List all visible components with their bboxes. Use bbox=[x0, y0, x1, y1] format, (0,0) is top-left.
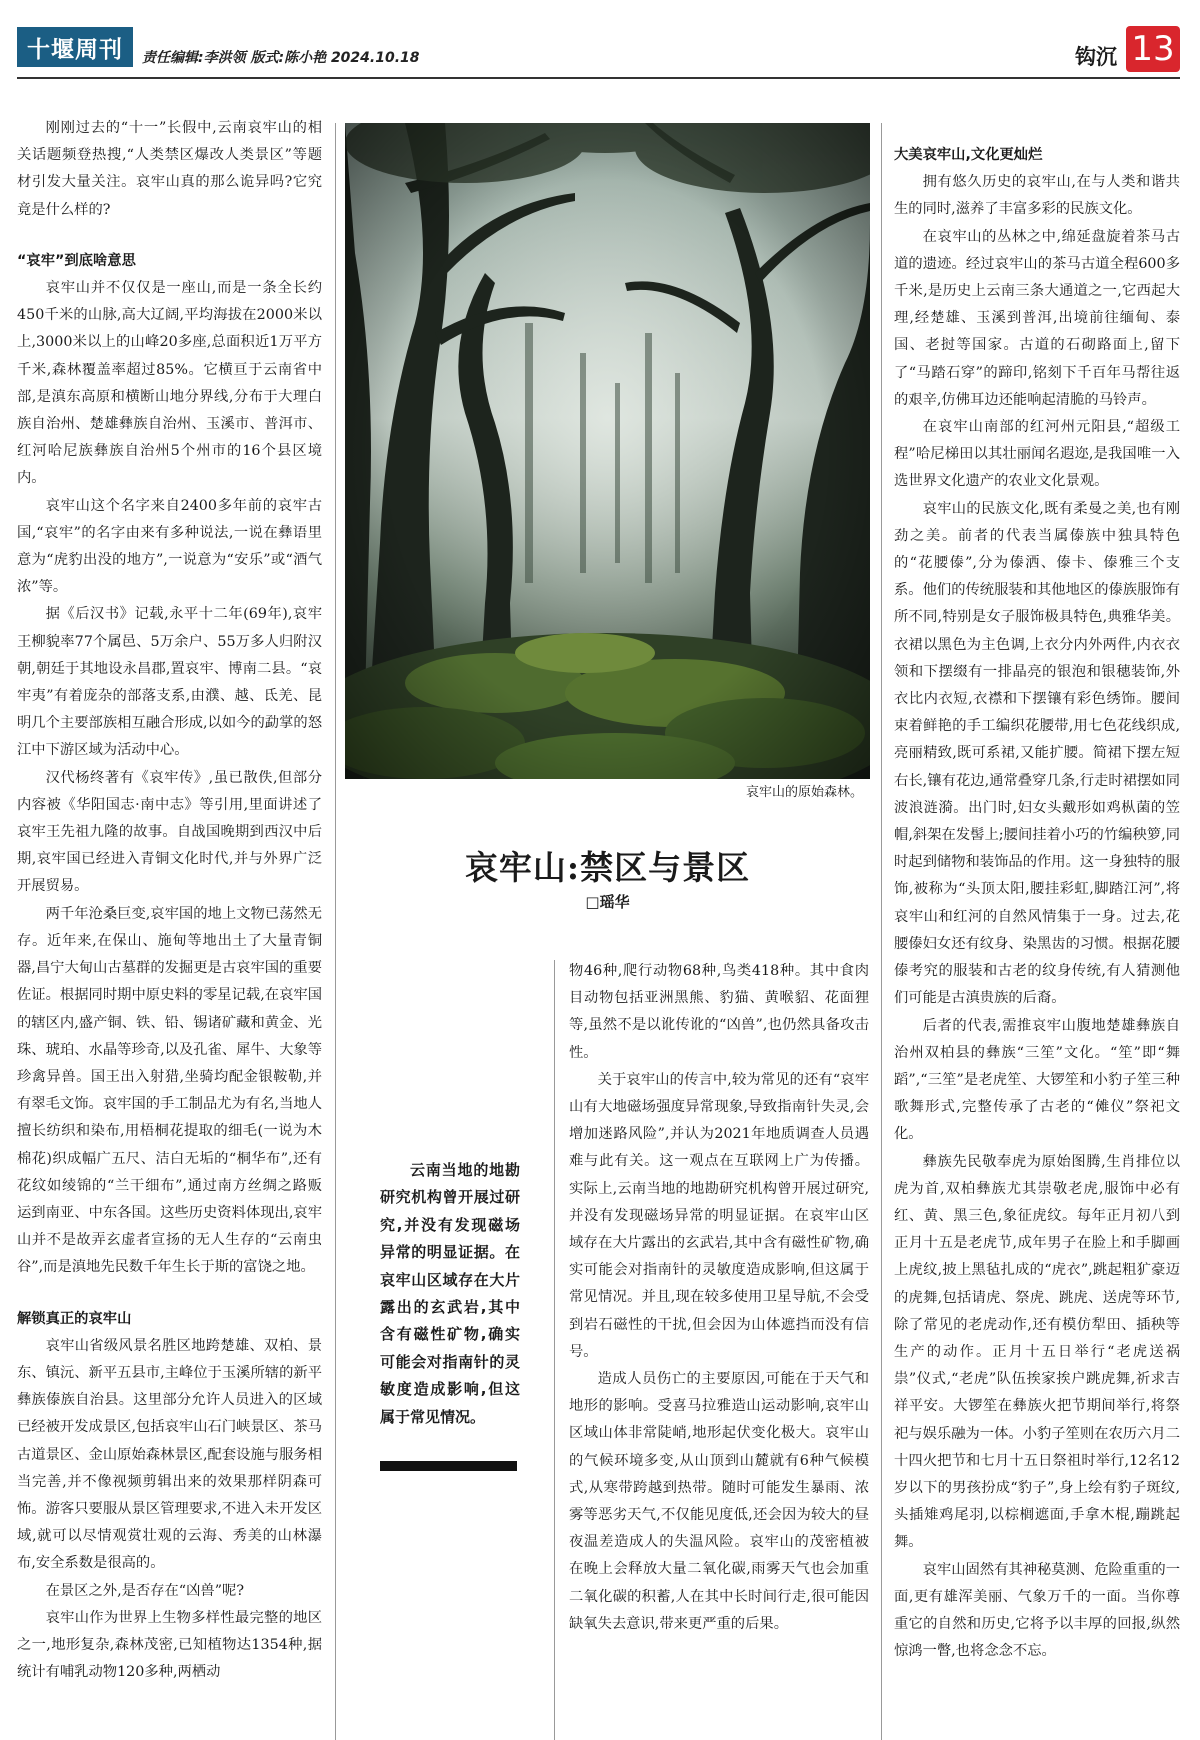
page-number: 13 bbox=[1126, 26, 1180, 72]
paragraph-gap bbox=[17, 224, 322, 248]
photo-caption: 哀牢山的原始森林。 bbox=[745, 785, 863, 800]
paragraph: 两千年沧桑巨变,哀牢国的地上文物已荡然无存。近年来,在保山、施甸等地出土了大量青铜器,昌宁大甸山古墓群的发掘更是古哀牢国的重要佐证。根据同时期中原史料的零星记载,在哀牢国的辖区内,盛产铜、铁、铅、锡诸矿藏和黄金、光珠、琥珀、水晶等珍奇,以及孔雀、犀牛、大象等珍禽异兽。国王出入射猎,坐骑均配金银鞍勒,并有翠毛文饰。哀牢国的手工制品尤为有名,当地人擅长纺织和染布,用梧桐花提取的细毛(一说为木棉花)织成幅广五尺、洁白无垢的“桐华布”,还有花纹如绫锦的“兰干细布”,通过南方丝绸之路贩运到南亚、中东各国。这些历史资料体现出,哀牢山并不是故弄玄虚者宣扬的无人生存的“云南虫谷”,而是滇地先民数千年生长于斯的富饶之地。 bbox=[17, 905, 322, 1276]
page-header bbox=[0, 0, 1200, 80]
article-title: 哀牢山:禁区与景区 bbox=[464, 848, 751, 887]
masthead: 十堰周刊 bbox=[17, 27, 133, 67]
forest-image bbox=[345, 123, 870, 779]
paragraph: 哀牢山固然有其神秘莫测、危险重重的一面,更有雄浑美丽、气象万千的一面。当你尊重它的自然和历史,它将予以丰厚的回报,纵然惊鸿一瞥,也将念念不忘。 bbox=[894, 1561, 1180, 1660]
forest-photo bbox=[345, 123, 870, 779]
column-divider bbox=[335, 123, 336, 1740]
pull-quote-text: 云南当地的地勘研究机构曾开展过研究,并没有发现磁场异常的明显证据。在哀牢山区域存在大片露出的玄武岩,其中含有磁性矿物,确实可能会对指南针的灵敏度造成影响,但这属于常见情况。 bbox=[380, 1161, 520, 1426]
paragraph: 造成人员伤亡的主要原因,可能在于天气和地形的影响。受喜马拉雅造山运动影响,哀牢山区域山体非常陡峭,地形起伏变化极大。哀牢山的气候环境多变,从山顶到山麓就有6种气候模式,从寒带跨越到热带。随时可能发生暴雨、浓雾等恶劣天气,不仅能见度低,还会因为较大的昼夜温差造成人的失温风险。哀牢山的茂密植被在晚上会释放大量二氧化碳,雨雾天气也会加重二氧化碳的积蓄,人在其中长时间行走,很可能因缺氧失去意识,带来更严重的后果。 bbox=[569, 1371, 869, 1632]
column-middle bbox=[569, 958, 869, 1638]
section-heading: “哀牢”到底啥意思 bbox=[17, 252, 136, 269]
pull-quote-bar bbox=[380, 1461, 517, 1471]
column-right bbox=[894, 142, 1180, 1665]
paragraph: 在哀牢山的丛林之中,绵延盘旋着茶马古道的遗迹。经过哀牢山的茶马古道全程600多千米,是历史上云南三条大通道之一,它西起大理,经楚雄、玉溪到普洱,出境前往缅甸、泰国、老挝等国家。古道的石砌路面上,留下了“马踏石穿”的蹄印,铭刻下千百年马帮往返的艰辛,仿佛耳边还能响起清脆的马铃声。 bbox=[894, 228, 1180, 408]
paragraph: 在哀牢山南部的红河州元阳县,“超级工程”哈尼梯田以其壮丽闻名遐迩,是我国唯一入选世界文化遗产的农业文化景观。 bbox=[894, 419, 1180, 490]
paragraph: 哀牢山作为世界上生物多样性最完整的地区之一,地形复杂,森林茂密,已知植物达1354种,据统计有哺乳动物120多种,两栖动 bbox=[17, 1609, 322, 1681]
section-heading: 大美哀牢山,文化更灿烂 bbox=[894, 147, 1043, 163]
paragraph: 彝族先民敬奉虎为原始图腾,生肖排位以虎为首,双柏彝族尤其崇敬老虎,服饰中必有红、黄、黑三色,象征虎纹。每年正月初八到正月十五是老虎节,成年男子在脸上和手脚画上虎纹,披上黑毡扎成的“虎衣”,跳起粗犷豪迈的虎舞,包括请虎、祭虎、跳虎、送虎等环节,除了常见的老虎动作,还有模仿犁田、插秧等生产的动作。正月十五日举行“老虎送祸祟”仪式,“老虎”队伍挨家挨户跳虎舞,祈求吉祥平安。大锣笙在彝族火把节期间举行,将祭祀与娱乐融为一体。小豹子笙则在农历六月二十四火把节和七月十五日祭祖时举行,12名12岁以下的男孩扮成“豹子”,身上绘有豹子斑纹,头插雉鸡尾羽,以棕榈遮面,手拿木棍,蹦跳起舞。 bbox=[894, 1153, 1180, 1551]
header-rule bbox=[17, 77, 1180, 79]
paragraph: 据《后汉书》记载,永平十二年(69年),哀牢王柳貌率77个属邑、5万余户、55万多人归附汉朝,朝廷于其地设永昌郡,置哀牢、博南二县。“哀牢夷”有着庞杂的部落支系,由濮、越、氐羌、昆明几个主要部族相互融合形成,以如今的勐掌的怒江中下游区域为活动中心。 bbox=[17, 606, 322, 759]
paragraph: 哀牢山的民族文化,既有柔曼之美,也有刚劲之美。前者的代表当属傣族中独具特色的“花腰傣”,分为傣洒、傣卡、傣雅三个支系。他们的传统服装和其他地区的傣族服饰有所不同,特别是女子服饰极具特色,典雅华美。衣裙以黑色为主色调,上衣分内外两件,内衣衣领和下摆缀有一排晶亮的银泡和银穗装饰,外衣比内衣短,衣襟和下摆镶有彩色绣饰。腰间束着鲜艳的手工编织花腰带,用七色花线织成,亮丽精致,既可系裙,又能扩腰。简裙下摆左短右长,镶有花边,通常叠穿几条,行走时裙摆如同波浪涟漪。出门时,妇女头戴形如鸡枞菌的笠帽,斜架在发髻上;腰间挂着小巧的竹编秧箩,同时起到储物和装饰品的作用。这一身独特的服饰,被称为“头顶太阳,腰挂彩虹,脚踏江河”,将哀牢山和红河的自然风情集于一身。过去,花腰傣妇女还有纹身、染黑齿的习惯。根据花腰傣考究的服装和古老的纹身传统,有人猜测他们可能是古滇贵族的后裔。 bbox=[894, 500, 1180, 1007]
paragraph: 哀牢山这个名字来自2400多年前的哀牢古国,“哀牢”的名字由来有多种说法,一说在彝语里意为“虎豹出没的地方”,一说意为“安乐”或“酒气浓”等。 bbox=[17, 497, 322, 596]
pull-quote bbox=[380, 1157, 520, 1431]
paragraph: 物46种,爬行动物68种,鸟类418种。其中食肉目动物包括亚洲黑熊、豹猫、黄喉貂、花面狸等,虽然不是以讹传讹的“凶兽”,也仍然具备攻击性。 bbox=[569, 963, 869, 1061]
editor-credits: 责任编辑:李洪领 版式:陈小艳 2024.10.18 bbox=[142, 50, 420, 66]
paragraph-gap bbox=[17, 1282, 322, 1306]
section-heading: 解锁真正的哀牢山 bbox=[17, 1310, 132, 1327]
paragraph: 在景区之外,是否存在“凶兽”呢? bbox=[45, 1582, 244, 1599]
paragraph: 关于哀牢山的传言中,较为常见的还有“哀牢山有大地磁场强度异常现象,导致指南针失灵,会增加迷路风险”,并认为2021年地质调查人员遇难与此有关。这一观点在互联网上广为传播。实际上,云南当地的地勘研究机构曾开展过研究,并没有发现磁场异常的明显证据。在哀牢山区域存在大片露出的玄武岩,其中含有磁性矿物,确实可能会对指南针的灵敏度造成影响,但这属于常见情况。并且,现在较多使用卫星导航,不会受到岩石磁性的干扰,但会因为山体遮挡而没有信号。 bbox=[569, 1071, 869, 1360]
paragraph: 哀牢山并不仅仅是一座山,而是一条全长约450千米的山脉,高大辽阔,平均海拔在2000米以上,3000米以上的山峰20多座,总面积近1万平方千米,森林覆盖率超过85%。它横亘于云南省中部,是滇东高原和横断山地分界线,分布于大理白族自治州、楚雄彝族自治州、玉溪市、普洱市、红河哈尼族彝族自治州5个州市的16个县区境内。 bbox=[17, 280, 322, 487]
column-divider bbox=[881, 123, 882, 1740]
paragraph: 汉代杨终著有《哀牢传》,虽已散佚,但部分内容被《华阳国志·南中志》等引用,里面讲述了哀牢王先祖九隆的故事。自战国晚期到西汉中后期,哀牢国已经进入青铜文化时代,并与外界广泛开展贸易。 bbox=[17, 769, 322, 895]
article-byline: □瑶华 bbox=[585, 893, 630, 911]
paragraph: 后者的代表,需推哀牢山腹地楚雄彝族自治州双柏县的彝族“三笙”文化。“笙”即“舞蹈”,“三笙”是老虎笙、大锣笙和小豹子笙三种歌舞形式,完整传承了古老的“傩仪”祭祀文化。 bbox=[894, 1017, 1180, 1143]
paragraph: 刚刚过去的“十一”长假中,云南哀牢山的相关话题频登热搜,“人类禁区爆改人类景区”等题材引发大量关注。哀牢山真的那么诡异吗?它究竟是什么样的? bbox=[17, 120, 322, 218]
column-left bbox=[17, 115, 322, 1686]
paragraph: 拥有悠久历史的哀牢山,在与人类和谐共生的同时,滋养了丰富多彩的民族文化。 bbox=[894, 174, 1180, 218]
paragraph: 哀牢山省级风景名胜区地跨楚雄、双柏、景东、镇沅、新平五县市,主峰位于玉溪所辖的新平彝族傣族自治县。这里部分允许人员进入的区域已经被开发成景区,包括哀牢山石门峡景区、茶马古道景区、金山原始森林景区,配套设施与服务相当完善,并不像视频剪辑出来的效果那样阴森可怖。游客只要服从景区管理要求,不进入未开发区域,就可以尽情观赏壮观的云海、秀美的山林瀑布,安全系数是很高的。 bbox=[17, 1337, 322, 1572]
column-divider bbox=[554, 960, 555, 1740]
column-name: 钩沉 bbox=[1075, 45, 1117, 69]
